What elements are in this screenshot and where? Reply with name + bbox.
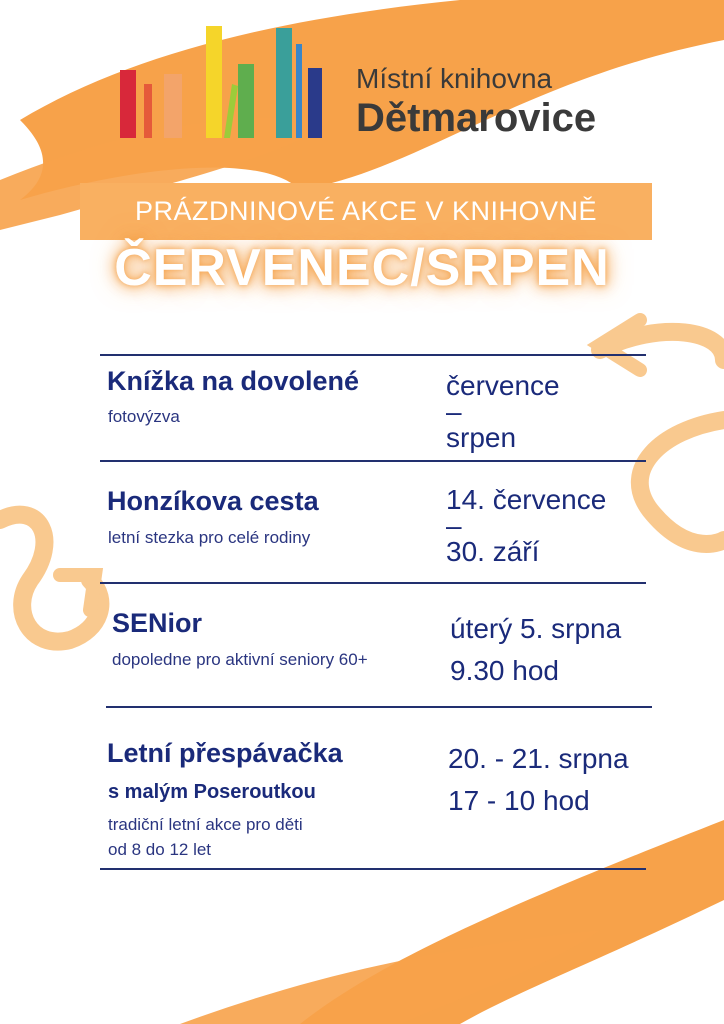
event-description: tradiční letní akce pro děti	[108, 815, 303, 834]
event-description: dopoledne pro aktivní seniory 60+	[112, 650, 368, 669]
event-date	[446, 482, 606, 570]
logo-bar	[144, 84, 152, 138]
logo-bar	[164, 74, 182, 138]
event-date	[446, 368, 560, 456]
logo-bar	[224, 84, 238, 138]
library-logo-icon	[118, 24, 338, 144]
event-subtitle: s malým Poseroutkou	[108, 781, 316, 803]
left-arrow-head	[60, 575, 95, 610]
logo-bar	[238, 64, 254, 138]
event-date-line: 17 - 10 hod	[448, 785, 590, 816]
event-description: od 8 do 12 let	[108, 840, 212, 859]
event-date-line: července	[446, 370, 560, 401]
event-date	[448, 738, 629, 822]
event-description: fotovýzva	[108, 407, 180, 426]
event-title: SENior	[112, 608, 203, 638]
event-date-line: 9.30 hod	[450, 655, 559, 686]
event-banner	[80, 183, 652, 240]
event-date-line: úterý 5. srpna	[450, 613, 622, 644]
library-name	[356, 62, 596, 140]
logo-bar	[206, 26, 222, 138]
divider-line	[100, 460, 646, 462]
logo-bar	[276, 28, 292, 138]
logo-bar	[120, 70, 136, 138]
library-name-line1: Místní knihovna	[356, 63, 553, 94]
event-title: Knížka na dovolené	[107, 366, 360, 396]
event-title: Honzíkova cesta	[107, 486, 319, 516]
logo-bar	[308, 68, 322, 138]
event-date-line: –	[446, 510, 462, 541]
logo-bar	[296, 44, 302, 138]
event-date-line: srpen	[446, 422, 517, 453]
event-date-line: 14. července	[446, 484, 607, 515]
banner-title: PRÁZDNINOVÉ AKCE V KNIHOVNĚ	[134, 196, 598, 226]
months-title: ČERVENEC/SRPEN	[114, 239, 610, 297]
event-title: Letní přespávačka	[107, 738, 343, 768]
event-date-line: 20. - 21. srpna	[448, 743, 629, 774]
library-name-line2: Dětmarovice	[356, 96, 597, 140]
divider-line	[106, 706, 652, 708]
event-date	[450, 608, 621, 692]
divider-line	[100, 354, 646, 356]
divider-line	[100, 582, 646, 584]
event-date-line: 30. září	[446, 536, 540, 567]
event-date-line: –	[446, 396, 462, 427]
divider-line	[100, 868, 646, 870]
event-description: letní stezka pro celé rodiny	[108, 528, 311, 547]
